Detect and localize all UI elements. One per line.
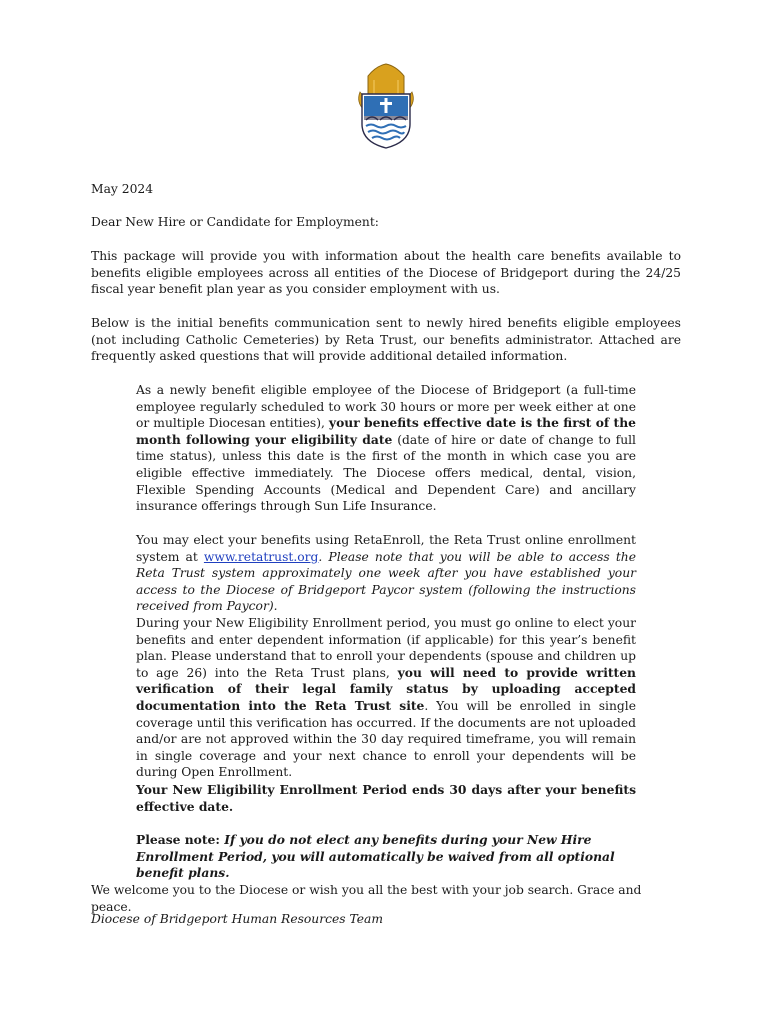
letter-date: May 2024 — [91, 182, 154, 196]
enrollment-text: You may elect your benefits using RetaEnroll, the Reta Trust online enrollment system at — [136, 533, 636, 564]
enrollment-paragraph — [136, 532, 636, 615]
dependents-text-end: . You will be enrolled in single coverage until this verification has occurred. If the documents are not uploaded and/or are not approved within the 30 day required timeframe, you will remain in single coverage and your next chance to enroll your dependents will be during Open Enrollment. — [136, 698, 636, 780]
retatrust-link[interactable]: www.retatrust.org — [203, 549, 319, 564]
eligibility-text: As a newly benefit eligible employee of the Diocese of Bridgeport (a full-time employee regularly scheduled to work 30 hours or more per week either at one or multiple Diocesan entities), — [136, 383, 636, 431]
eligibility-text-end: (date of hire or date of change to full time status), unless this date is the first of the month in which case you are eligible effective immediately. The Diocese offers medical, dental, vision, Flexible Spending Accounts (Medical and Dependent Care) and ancillary insurance offerings through Sun Life Insurance. — [136, 432, 636, 514]
letter-salutation: Dear New Hire or Candidate for Employment: — [91, 215, 379, 229]
access-note: . Please note that you will be able to access the Reta Trust system approximately one week after you have established your access to the Diocese of Bridgeport Paycor system (following the instructions received from Paycor). — [136, 549, 636, 614]
below-paragraph: Below is the initial benefits communication sent to newly hired benefits eligible employees (not including Catholic Cemeteries) by Reta Trust, our benefits administrator. Attached are frequently asked questions that will provide additional detailed information. — [91, 316, 681, 364]
please-note-label: Please note: — [136, 832, 225, 847]
verification-emphasis: you will need to provide written verification of their legal family status by uploading accepted documentation into the Reta Trust site — [136, 664, 636, 713]
waiver-note: If you do not elect any benefits during your New Hire Enrollment Period, you will automatically be waived from all optional benefit plans. — [136, 832, 615, 881]
closing-line: We welcome you to the Diocese or wish you all the best with your job search. Grace and peace. — [91, 883, 642, 914]
signature-line — [91, 911, 681, 928]
diocese-crest-icon — [354, 62, 418, 150]
enrollment-period-paragraph — [136, 782, 636, 815]
dependents-text: During your New Eligibility Enrollment period, you must go online to elect your benefits and enter dependent information (if applicable) for this year’s benefit plan. Please understand that to enroll your dependents (spouse and children up to age 26) into the Reta Trust plans, — [136, 616, 636, 680]
effective-date-emphasis: your benefits effective date is the first of the month following your eligibility date — [136, 415, 636, 447]
enrollment-period-emphasis: Your New Eligibility Enrollment Period ends 30 days after your benefits effective date. — [136, 782, 636, 814]
dependents-paragraph — [136, 615, 636, 781]
please-note-paragraph — [136, 832, 636, 882]
eligibility-paragraph — [136, 382, 636, 515]
intro-paragraph: This package will provide you with information about the health care benefits available to benefits eligible employees across all entities of the Diocese of Bridgeport during the 24/25 fiscal year benefit plan year as you consider employment with us. — [91, 249, 681, 297]
signature-text: Diocese of Bridgeport Human Resources Team — [91, 912, 384, 926]
